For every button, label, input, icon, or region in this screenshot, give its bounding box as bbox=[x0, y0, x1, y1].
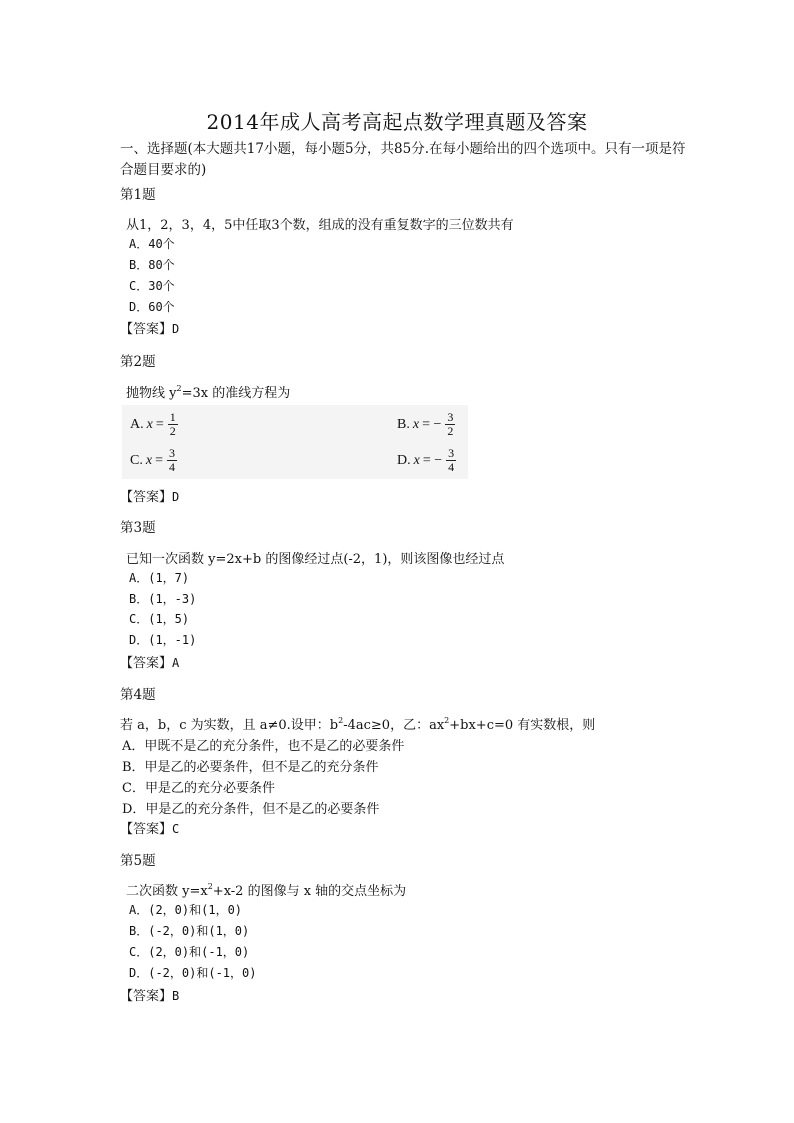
numerator: 3 bbox=[168, 446, 175, 460]
stem-part: +x-2 的图像与 x 轴的交点坐标为 bbox=[212, 884, 407, 899]
question-1-heading: 第1题 bbox=[120, 187, 156, 203]
question-5-stem bbox=[126, 880, 406, 899]
answer-label: 【答案】 bbox=[120, 322, 173, 337]
option-label: A. bbox=[130, 416, 144, 432]
question-5-option-a: A．(2，0)和(1，0) bbox=[129, 903, 243, 917]
question-4-answer bbox=[120, 818, 179, 837]
question-3-answer bbox=[120, 652, 179, 671]
option-var: x bbox=[146, 416, 153, 432]
question-5-heading: 第5题 bbox=[120, 853, 156, 869]
question-4-stem bbox=[120, 714, 595, 733]
section-intro: 一、选择题(本大题共17小题，每小题5分，共85分.在每小题给出的四个选项中。只有一项是符合题目要求的) bbox=[120, 141, 686, 178]
numerator: 3 bbox=[448, 446, 455, 460]
exponent: 2 bbox=[207, 882, 213, 891]
denominator: 4 bbox=[168, 460, 175, 474]
option-eq: = bbox=[155, 452, 163, 468]
fraction bbox=[446, 447, 456, 474]
question-5-option-c: C．(2，0)和(-1，0) bbox=[129, 945, 250, 959]
option-label: C. bbox=[130, 452, 143, 468]
denominator: 4 bbox=[448, 460, 455, 474]
numerator: 1 bbox=[169, 410, 176, 424]
answer-value: D bbox=[172, 322, 180, 336]
exponent: 2 bbox=[444, 716, 450, 725]
question-1-option-b: B．80个 bbox=[129, 258, 175, 272]
stem-part: +bx+c=0 有实数根，则 bbox=[449, 718, 596, 733]
question-2-answer bbox=[120, 486, 179, 505]
answer-label: 【答案】 bbox=[120, 989, 173, 1004]
question-3-option-d: D．(1，-1) bbox=[129, 633, 197, 647]
question-1-option-c: C．30个 bbox=[129, 279, 175, 293]
answer-value: C bbox=[172, 822, 180, 836]
question-2-option-b bbox=[397, 411, 455, 438]
stem-part: 若 a，b，c 为实数，且 a≠0.设甲：b bbox=[120, 718, 339, 733]
question-1-answer bbox=[120, 318, 179, 337]
answer-value: D bbox=[172, 490, 180, 504]
option-var: x bbox=[412, 416, 420, 432]
option-var: x bbox=[145, 452, 153, 468]
question-4-option-c: C．甲是乙的充分必要条件 bbox=[122, 781, 275, 796]
answer-label: 【答案】 bbox=[120, 490, 173, 505]
denominator: 2 bbox=[447, 424, 454, 438]
option-eq: = − bbox=[422, 452, 443, 468]
question-2-option-d bbox=[397, 447, 456, 474]
question-1-stem: 从1，2，3，4，5中任取3个数，组成的没有重复数字的三位数共有 bbox=[126, 218, 514, 233]
answer-value: A bbox=[172, 656, 180, 670]
question-3-option-a: A．(1，7) bbox=[129, 571, 190, 585]
stem-part: =3x 的准线方程为 bbox=[181, 386, 291, 401]
fraction bbox=[445, 411, 455, 438]
option-var: x bbox=[413, 452, 420, 468]
question-1-option-a: A．40个 bbox=[129, 237, 175, 251]
question-2-option-c bbox=[130, 447, 177, 474]
question-1-option-d: D．60个 bbox=[129, 300, 175, 314]
question-3-stem: 已知一次函数 y=2x+b 的图像经过点(-2，1)，则该图像也经过点 bbox=[126, 552, 505, 567]
question-4-option-d: D．甲是乙的充分条件，但不是乙的必要条件 bbox=[122, 802, 380, 817]
exponent: 2 bbox=[176, 384, 182, 393]
numerator: 3 bbox=[447, 410, 454, 424]
question-5-option-b: B．(-2，0)和(1，0) bbox=[129, 924, 250, 938]
fraction bbox=[167, 447, 177, 474]
stem-part: -4ac≥0，乙：ax bbox=[343, 718, 445, 733]
fraction bbox=[168, 411, 178, 438]
question-3-heading: 第3题 bbox=[120, 520, 156, 536]
stem-part: 抛物线 y bbox=[126, 386, 177, 401]
denominator: 2 bbox=[169, 424, 176, 438]
question-3-option-b: B．(1，-3) bbox=[129, 592, 197, 606]
question-5-answer bbox=[120, 985, 179, 1004]
exponent: 2 bbox=[338, 716, 344, 725]
question-3-option-c: C．(1，5) bbox=[129, 612, 190, 626]
question-4-heading: 第4题 bbox=[120, 687, 156, 703]
answer-value: B bbox=[172, 989, 180, 1003]
answer-label: 【答案】 bbox=[120, 822, 173, 837]
question-2-stem bbox=[126, 382, 290, 401]
question-2-heading: 第2题 bbox=[120, 354, 156, 370]
option-label: D. bbox=[397, 452, 411, 468]
stem-part: 二次函数 y=x bbox=[126, 884, 208, 899]
question-5-option-d: D．(-2，0)和(-1，0) bbox=[129, 966, 257, 980]
question-4-option-a: A．甲既不是乙的充分条件，也不是乙的必要条件 bbox=[122, 739, 405, 754]
question-2-options-image bbox=[122, 405, 468, 479]
question-2-option-a bbox=[130, 411, 178, 438]
document-title: 2014年成人高考高起点数学理真题及答案 bbox=[206, 110, 588, 134]
option-label: B. bbox=[397, 416, 410, 432]
question-4-option-b: B．甲是乙的必要条件，但不是乙的充分条件 bbox=[122, 760, 379, 775]
option-eq: = bbox=[155, 416, 164, 432]
option-eq: = − bbox=[422, 416, 442, 432]
answer-label: 【答案】 bbox=[120, 656, 173, 671]
